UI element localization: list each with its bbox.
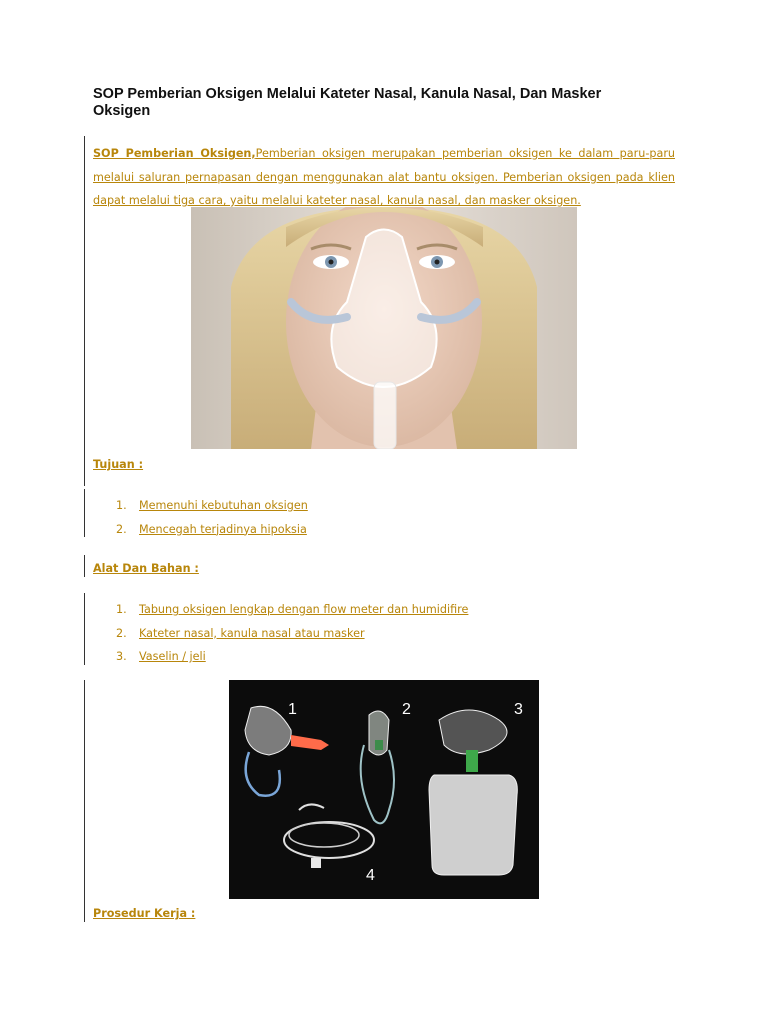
list-item[interactable]: 1. Memenuhi kebutuhan oksigen xyxy=(116,499,308,512)
equipment-label: 1 xyxy=(288,701,297,718)
left-border xyxy=(84,593,85,665)
list-item[interactable]: 3. Vaselin / jeli xyxy=(116,650,206,663)
intro-text-link[interactable]: Pemberian oksigen merupakan pemberian oksigen ke dalam paru-paru melalui saluran pernapasan dengan menggunakan alat bantu oksigen. Pemberian oksigen pada klien dapat melalui tiga cara, yaitu melalui kateter nasal, kanula nasal, dan masker oksigen. xyxy=(93,147,676,207)
left-border xyxy=(84,489,85,537)
left-border xyxy=(84,555,85,577)
equipment-label: 3 xyxy=(514,701,523,718)
left-border xyxy=(84,680,85,922)
list-item[interactable]: 2. Kateter nasal, kanula nasal atau masker xyxy=(116,626,365,640)
alat-list xyxy=(116,598,468,669)
list-item[interactable]: 1. Tabung oksigen lengkap dengan flow meter dan humidifire xyxy=(116,603,469,616)
equipment-label: 4 xyxy=(366,867,375,884)
list-item[interactable]: 2. Mencegah terjadinya hipoksia xyxy=(116,522,307,536)
intro-lead-link[interactable]: SOP Pemberian Oksigen, xyxy=(93,147,256,160)
tujuan-heading[interactable]: Tujuan : xyxy=(93,458,144,471)
left-border xyxy=(84,136,85,486)
tujuan-list xyxy=(116,494,308,541)
alat-heading[interactable]: Alat Dan Bahan : xyxy=(93,562,199,575)
equipment-label: 2 xyxy=(402,701,411,718)
intro-paragraph xyxy=(93,142,675,213)
prosedur-heading[interactable]: Prosedur Kerja : xyxy=(93,907,196,920)
oxygen-equipment-photo xyxy=(229,680,539,899)
page-title: SOP Pemberian Oksigen Melalui Kateter Nasal, Kanula Nasal, Dan Masker Oksigen xyxy=(93,86,602,119)
oxygen-mask-photo xyxy=(191,207,577,449)
